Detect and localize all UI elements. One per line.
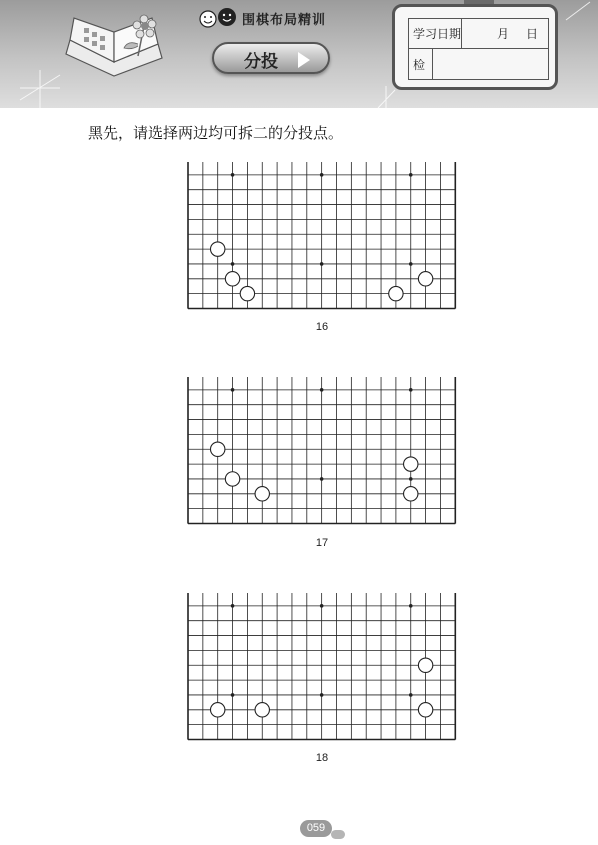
open-book-flower-icon (62, 14, 172, 96)
month-label: 月 (497, 27, 510, 41)
check-label: 检 (413, 58, 426, 72)
star-point (231, 388, 235, 392)
white-stone (389, 286, 403, 300)
board-diagram-18 (185, 591, 460, 751)
star-point (320, 262, 324, 266)
header-banner (0, 0, 598, 108)
white-stone (211, 703, 225, 717)
star-point (231, 693, 235, 697)
day-label: 日 (526, 27, 539, 41)
white-stone (418, 658, 432, 672)
page-number: 059 (306, 822, 326, 834)
white-stone (211, 242, 225, 256)
white-stone (225, 472, 239, 486)
go-board-18 (185, 591, 460, 751)
star-point (231, 262, 235, 266)
smiley-icons (199, 7, 237, 29)
section-tab (212, 42, 330, 74)
star-point (409, 604, 413, 608)
star-point (320, 477, 324, 481)
study-date-table (408, 18, 549, 80)
star-point (409, 388, 413, 392)
star-point (409, 477, 413, 481)
problem-instruction: 黑先，请选择两边均可拆二的分投点。 (88, 124, 344, 142)
star-point (409, 173, 413, 177)
white-stone (404, 457, 418, 471)
problem-number-18: 18 (315, 752, 329, 764)
star-point (320, 173, 324, 177)
white-stone (255, 487, 269, 501)
star-point (409, 262, 413, 266)
star-point (231, 173, 235, 177)
white-stone (418, 703, 432, 717)
study-date-label: 学习日期 (413, 27, 462, 41)
problem-number-17: 17 (315, 537, 329, 549)
white-stone (225, 272, 239, 286)
white-stone (211, 442, 225, 456)
star-point (320, 388, 324, 392)
board-diagram-17 (185, 375, 460, 535)
go-board-17 (185, 375, 460, 535)
star-point (320, 693, 324, 697)
white-stone (255, 703, 269, 717)
go-board-16 (185, 160, 460, 320)
series-title: 围棋布局精训 (242, 13, 327, 28)
star-point (320, 604, 324, 608)
white-stone (404, 487, 418, 501)
white-stone (418, 272, 432, 286)
board-diagram-16 (185, 160, 460, 320)
problem-number-16: 16 (315, 321, 329, 333)
white-stone (240, 286, 254, 300)
play-arrow-icon (298, 52, 310, 68)
section-label: 分投 (244, 52, 278, 72)
star-point (231, 604, 235, 608)
star-point (409, 693, 413, 697)
